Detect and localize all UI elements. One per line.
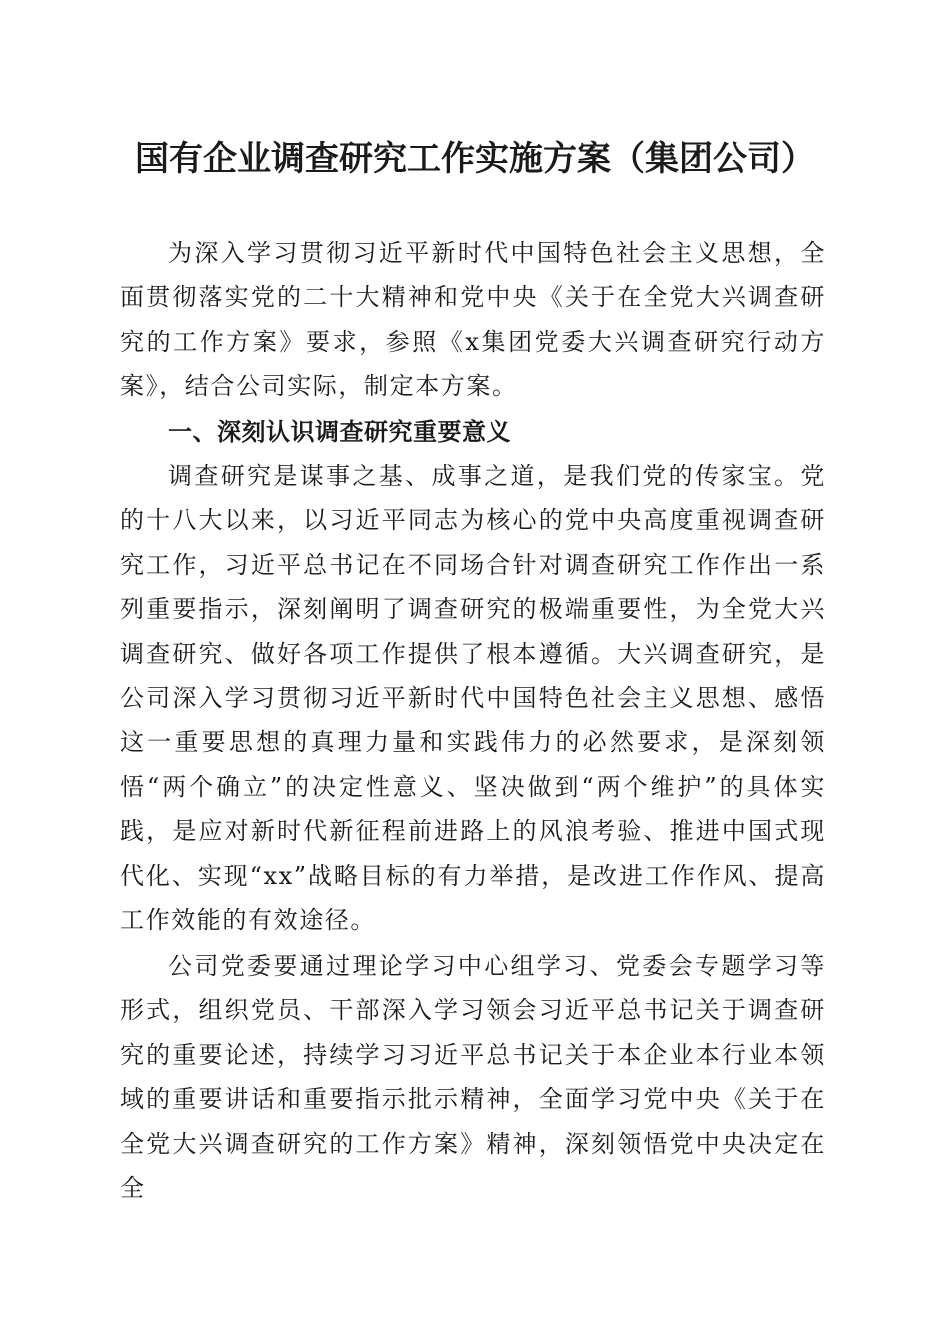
section-heading: 一、深刻认识调查研究重要意义 <box>168 418 511 446</box>
intro-paragraph: 为深入学习贯彻习近平新时代中国特色社会主义思想，全面贯彻落实党的二十大精神和党中央《关于在全党大兴调查研究的工作方案》要求，参照《x集团党委大兴调查研究行动方案》，结合公司实际，制定本方案。 <box>120 239 826 401</box>
section-paragraph: 调查研究是谋事之基、成事之道，是我们党的传家宝。党的十八大以来，以习近平同志为核心的党中央高度重视调查研究工作，习近平总书记在不同场合针对调查研究工作作出一系列重要指示，深刻阐明了调查研究的极端重要性，为全党大兴调查研究、做好各项工作提供了根本遵循。大兴调查研究，是公司深入学习贯彻习近平新时代中国特色社会主义思想、感悟这一重要思想的真理力量和实践伟力的必然要求，是深刻领悟“两个确立”的决定性意义、坚决做到“两个维护”的具体实践，是应对新时代新征程前进路上的风浪考验、推进中国式现代化、实现“xx”战略目标的有力举措，是改进工作作风、提高工作效能的有效途径。 <box>120 462 826 935</box>
document-title: 国有企业调查研究工作实施方案（集团公司） <box>135 139 815 179</box>
section-paragraph: 公司党委要通过理论学习中心组学习、党委会专题学习等形式，组织党员、干部深入学习领会习近平总书记关于调查研究的重要论述，持续学习习近平总书记关于本企业本行业本领域的重要讲话和重要指示批示精神，全面学习党中央《关于在全党大兴调查研究的工作方案》精神，深刻领悟党中央决定在全 <box>120 952 826 1203</box>
